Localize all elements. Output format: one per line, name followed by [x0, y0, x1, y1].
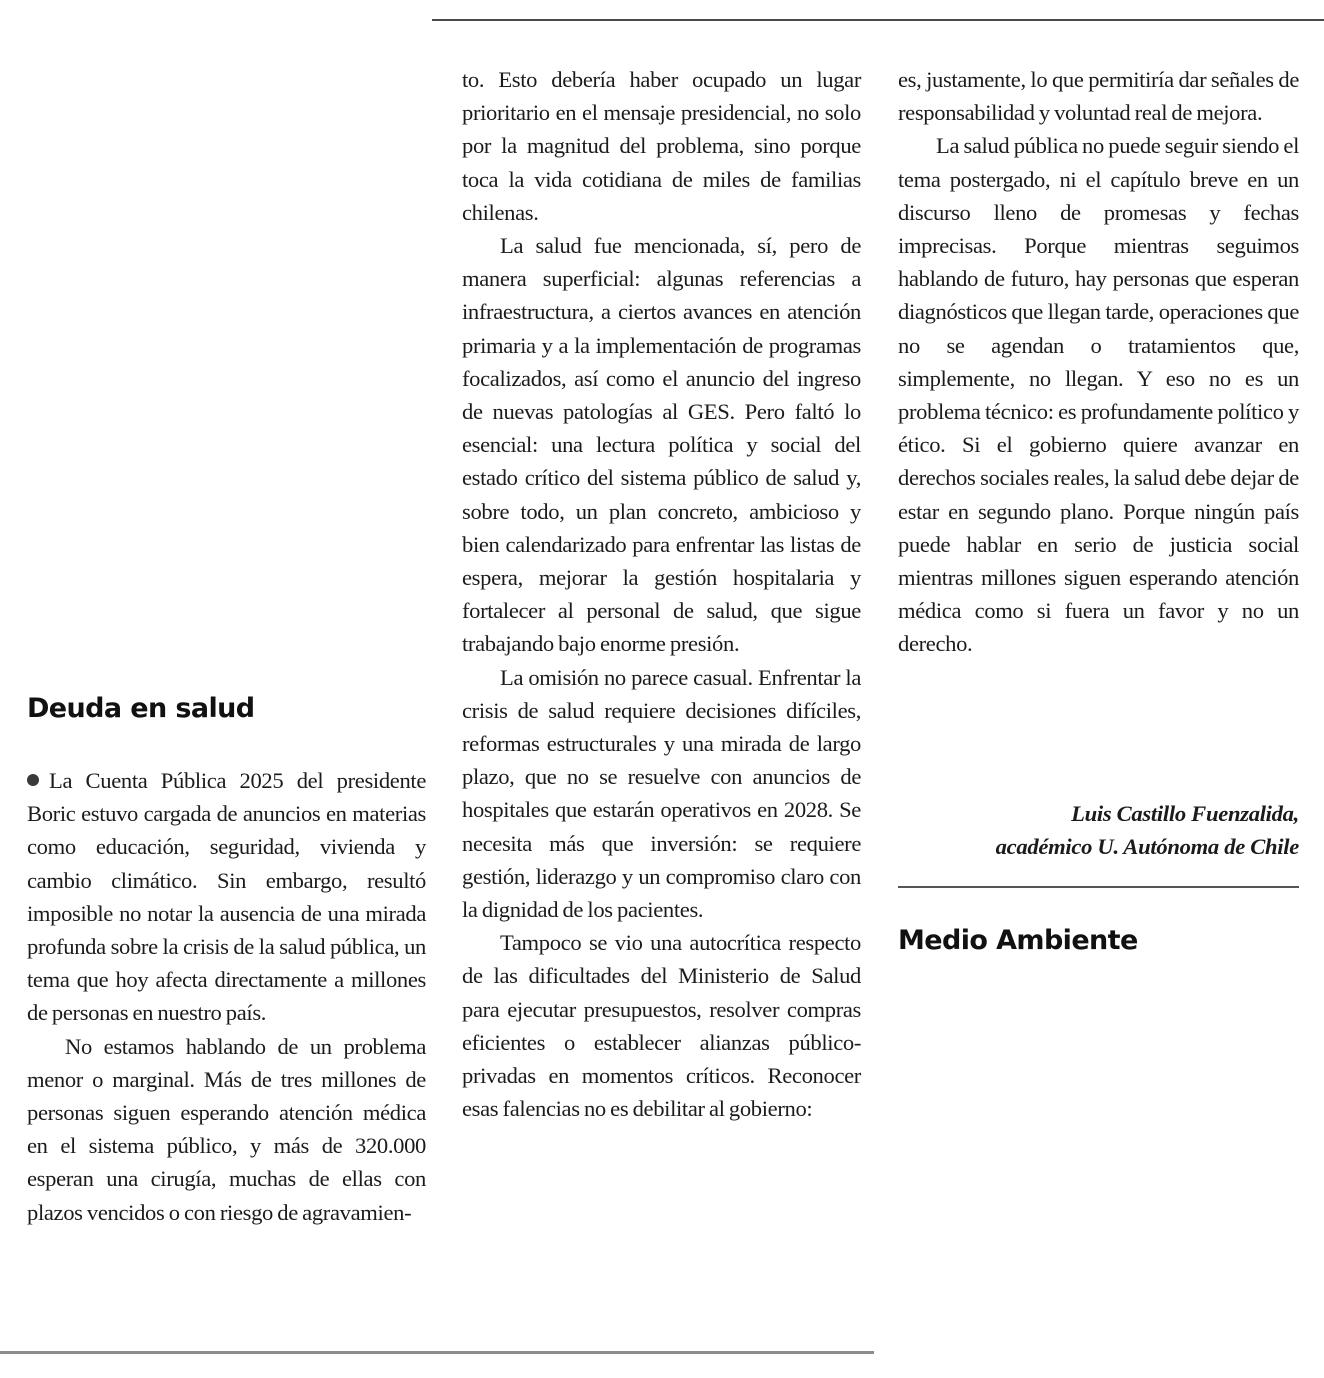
top-divider [432, 19, 1324, 21]
paragraph-4: La salud fue mencionada, sí, pero de manera superficial: algunas referencias a infraestructura, a ciertos avances en atención primaria y a la implementación de programas focalizados, así como el anuncio del ingreso de nuevas patologías al GES. Pero faltó lo esencial: una lectura política y social del estado crítico del sistema público de salud y, sobre todo, un plan concreto, ambicioso y bien calendarizado para enfrentar las listas de espera, mejorar la gestión hospitalaria y fortalecer al personal de salud, que sigue trabajando bajo enorme presión. [462, 233, 861, 657]
section-divider [898, 886, 1299, 888]
author-signature [898, 797, 1299, 863]
bottom-divider [0, 1351, 874, 1354]
paragraph-1-text: La Cuenta Pública 2025 del presidente Boric estuvo cargada de anuncios en materias como educación, seguridad, vivienda y cambio climático. Sin embargo, resultó imposible no notar la ausencia de una mirada profunda sobre la crisis de la salud pública, un tema que hoy afecta directamente a millones de personas en nuestro país. [27, 768, 426, 1026]
paragraph-8: La salud pública no puede seguir siendo el tema postergado, ni el capítulo breve en un discurso lleno de promesas y fechas imprecisas. Porque mientras seguimos hablando de futuro, hay personas que esperan diagnósticos que llegan tarde, operaciones que no se agendan o tratamientos que, simplemente, no llegan. Y eso no es un problema técnico: es profundamente político y ético. Si el gobierno quiere avanzar en derechos sociales reales, la salud debe dejar de estar en segundo plano. Porque ningún país puede hablar en serio de justicia social mientras millones siguen esperando atención médica como si fuera un favor y no un derecho. [898, 133, 1299, 657]
article-title: Deuda en salud [27, 693, 255, 724]
paragraph-5: La omisión no parece casual. Enfrentar la crisis de salud requiere decisiones difíciles, reformas estructurales y una mirada de largo plazo, que no se resuelve con anuncios de hospitales que estarán operativos en 2028. Se necesita más que inversión: se requiere gestión, liderazgo y un compromiso claro con la dignidad de los pacientes. [462, 664, 861, 923]
article-column-1 [27, 764, 426, 1229]
paragraph-3: to. Esto debería haber ocupado un lugar prioritario en el mensaje presidencial, no solo por la magnitud del problema, sino porque toca la vida cotidiana de miles de familias chilenas. [462, 67, 861, 225]
bullet-icon [27, 774, 39, 786]
article-column-2 [462, 63, 861, 1126]
paragraph-1 [27, 764, 426, 1030]
next-section-title: Medio Ambiente [898, 925, 1138, 956]
paragraph-2: No estamos hablando de un problema menor o marginal. Más de tres millones de personas siguen esperando atención médica en el sistema público, y más de 320.000 esperan una cirugía, muchas de ellas con plazos vencidos o con riesgo de agravamien- [27, 1033, 426, 1225]
paragraph-6: Tampoco se vio una autocrítica respecto de las dificultades del Ministerio de Salud para ejecutar presupuestos, resolver compras eficientes o establecer alianzas público-privadas en momentos críticos. Reconocer esas falencias no es debilitar al gobierno: [462, 930, 861, 1122]
author-role: académico U. Autónoma de Chile [995, 834, 1299, 860]
author-name: Luis Castillo Fuenzalida, [1071, 801, 1299, 826]
paragraph-7: es, justamente, lo que permitiría dar señales de responsabilidad y voluntad real de mejora. [898, 67, 1299, 126]
article-column-3 [898, 63, 1299, 661]
